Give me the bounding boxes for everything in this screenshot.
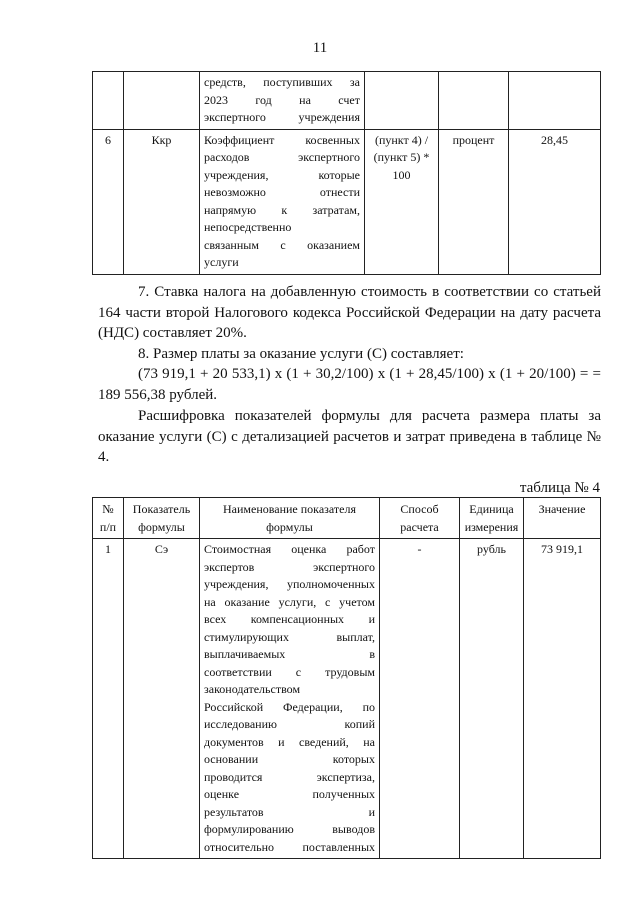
unit-cell: процент [439, 129, 509, 274]
header-name: Наименование показателя формулы [200, 498, 380, 539]
cell-line: расходов экспертного [204, 150, 360, 164]
cell-line: проводится экспертиза, [204, 769, 375, 784]
cell-line: выплачиваемых в [204, 647, 375, 661]
paragraph-8: 8. Размер платы за оказание услуги (С) составляет: [138, 346, 464, 362]
table-row [93, 72, 601, 130]
cell-line: Коэффициент косвенных [204, 132, 360, 147]
cell-line: формулированию выводов [204, 822, 375, 836]
method-cell [365, 129, 439, 274]
cell-line: Стоимостная оценка работ [204, 542, 375, 556]
continued-table [92, 71, 601, 275]
cell-line: основании которых [204, 752, 375, 766]
cell-line: 2023 год на счет [204, 92, 360, 107]
cell-line: исследованию копий [204, 717, 375, 731]
name-cell [200, 539, 380, 859]
method-cell: - [380, 539, 460, 859]
cell-line: учреждения, которые [204, 167, 360, 182]
table-header [93, 498, 601, 539]
cell-line: средств, поступивших за [204, 75, 360, 89]
cell-line: на оказание услуги, с учетом [204, 594, 375, 609]
table-caption: таблица № 4 [519, 480, 600, 496]
header-method: Способ расчета [380, 498, 460, 539]
cell-line: учреждения, уполномоченных [204, 577, 375, 591]
cell-line: связанным с оказанием [204, 237, 360, 252]
cell-line: относительно поставленных [204, 839, 375, 854]
cell-line: всех компенсационных и [204, 612, 375, 626]
page-number: 11 [312, 40, 328, 56]
row-number: 6 [93, 129, 124, 274]
header-value: Значение [524, 498, 601, 539]
unit-cell: рубль [460, 539, 524, 859]
cell-line: законодательством [204, 682, 301, 696]
cell-line: Российской Федерации, по [204, 699, 375, 714]
cell-line: 100 [392, 167, 411, 182]
cell-line: экспертов экспертного [204, 559, 375, 574]
name-cell [200, 129, 365, 274]
cell-line: (пункт 4) / [374, 132, 429, 147]
cell-line: результатов и [204, 804, 375, 819]
table-4 [92, 497, 601, 859]
cell-line: невозможно отнести [204, 185, 360, 199]
name-cell [200, 72, 365, 130]
cell-line: (пункт 5) * [373, 150, 430, 164]
cell-line: услуги [204, 255, 239, 269]
cell-line: экспертного учреждения [204, 110, 360, 124]
table-row [93, 539, 601, 859]
header-indicator: Показатель формулы [124, 498, 200, 539]
cell-line: непосредственно [204, 220, 292, 234]
indicator-code: Сэ [124, 539, 200, 859]
formula: (73 919,1 + 20 533,1) x (1 + 30,2/100) x (1 + 28,45/100) x (1 + 20/100) = = 189 556,38 рублей. [98, 366, 601, 403]
value-cell: 28,45 [509, 129, 601, 274]
cell-line: документов и сведений, на [204, 734, 375, 749]
row-number: 1 [93, 539, 124, 859]
indicator-code: Ккр [124, 129, 200, 274]
cell-line: напрямую к затратам, [204, 202, 360, 217]
table-row [93, 129, 601, 274]
paragraph-decode: Расшифровка показателей формулы для расчета размера платы за оказание услуги (С) с детализацией расчетов и затрат приведена в таблице № 4. [98, 408, 601, 465]
value-cell: 73 919,1 [524, 539, 601, 859]
cell-line: оценке полученных [204, 787, 375, 801]
cell-line: соответствии с трудовым [204, 664, 375, 679]
cell-line: стимулирующих выплат, [204, 629, 375, 644]
header-num: № п/п [93, 498, 124, 539]
paragraph-7: 7. Ставка налога на добавленную стоимость в соответствии со статьей 164 части второй Налогового кодекса Российской Федерации на дату расчета (НДС) составляет 20%. [98, 284, 601, 341]
header-unit: Единица измерения [460, 498, 524, 539]
